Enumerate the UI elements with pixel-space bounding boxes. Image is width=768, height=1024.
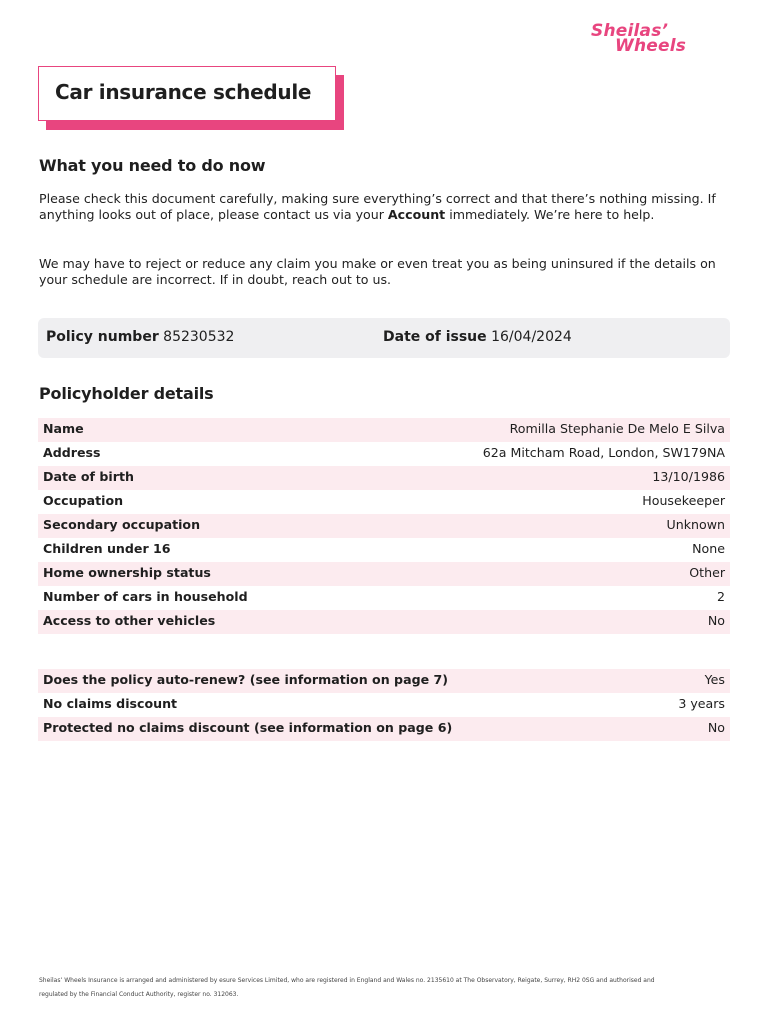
policy-number (46, 329, 234, 345)
todo-heading: What you need to do now (39, 156, 266, 175)
row-label: Access to other vehicles (43, 613, 216, 628)
row-label: Occupation (43, 493, 124, 508)
table-row (38, 538, 730, 562)
row-value: No (707, 720, 725, 735)
row-label: Home ownership status (43, 565, 211, 580)
row-label: Children under 16 (43, 541, 171, 556)
legal-footer-line-1: Sheilas’ Wheels Insurance is arranged and administered by esure Services Limited, who are registered in England and Wales no. 2135610 at The Observatory, Reigate, Surrey, RH2 0SG and authorised and (39, 977, 655, 984)
date-of-issue-label: Date of issue (383, 329, 487, 345)
table-row (38, 466, 730, 490)
policyholder-table (38, 418, 730, 634)
row-label: Name (43, 421, 84, 436)
page-title: Car insurance schedule (55, 80, 312, 104)
legal-footer (39, 974, 729, 1002)
renewal-table (38, 669, 730, 741)
policy-summary-bar (38, 318, 730, 358)
table-row (38, 669, 730, 693)
title-card (38, 66, 344, 130)
brand-logo-line2: Wheels (615, 36, 687, 56)
row-value: None (692, 541, 725, 556)
row-label: Does the policy auto-renew? (see information on page 7) (43, 672, 449, 687)
policyholder-heading: Policyholder details (39, 384, 214, 403)
table-row (38, 418, 730, 442)
row-value: Unknown (666, 517, 725, 532)
row-value: 13/10/1986 (652, 469, 725, 484)
table-row (38, 562, 730, 586)
brand-logo-line1: Sheilas’ (591, 21, 669, 41)
row-label: Number of cars in household (43, 589, 248, 604)
todo-paragraph-2: We may have to reject or reduce any claim you make or even treat you as being uninsured if the details on your schedule are incorrect. If in doubt, reach out to us. (39, 256, 716, 287)
row-label: Address (43, 445, 101, 460)
table-row (38, 514, 730, 538)
date-of-issue (383, 329, 572, 345)
policy-number-value: 85230532 (163, 329, 235, 345)
row-value: Other (689, 565, 725, 580)
row-label: Secondary occupation (43, 517, 201, 532)
row-label: Protected no claims discount (see information on page 6) (43, 720, 453, 735)
todo-paragraph-1-start: Please check this document carefully, making sure everything’s correct and that there’s nothing missing. If anything looks out of place, please contact us via your (39, 191, 716, 222)
row-value: Yes (704, 672, 725, 687)
todo-paragraph-1 (39, 191, 731, 223)
row-label: No claims discount (43, 696, 178, 711)
legal-footer-line-2: regulated by the Financial Conduct Authority, register no. 312063. (39, 991, 239, 998)
row-value: Romilla Stephanie De Melo E Silva (509, 421, 725, 436)
table-row (38, 610, 730, 634)
table-row (38, 586, 730, 610)
date-of-issue-value: 16/04/2024 (491, 329, 572, 345)
table-row (38, 693, 730, 717)
account-link-text: Account (387, 207, 446, 222)
row-value: Housekeeper (642, 493, 725, 508)
title-card-box (38, 66, 336, 121)
row-value: 2 (716, 589, 725, 604)
table-row (38, 717, 730, 741)
policy-number-label: Policy number (46, 329, 159, 345)
row-label: Date of birth (43, 469, 134, 484)
row-value: 62a Mitcham Road, London, SW179NA (482, 445, 725, 460)
table-row (38, 490, 730, 514)
table-row (38, 442, 730, 466)
todo-paragraph-1-end: immediately. We’re here to help. (445, 207, 655, 222)
row-value: 3 years (678, 696, 725, 711)
row-value: No (707, 613, 725, 628)
brand-logo (591, 22, 721, 58)
